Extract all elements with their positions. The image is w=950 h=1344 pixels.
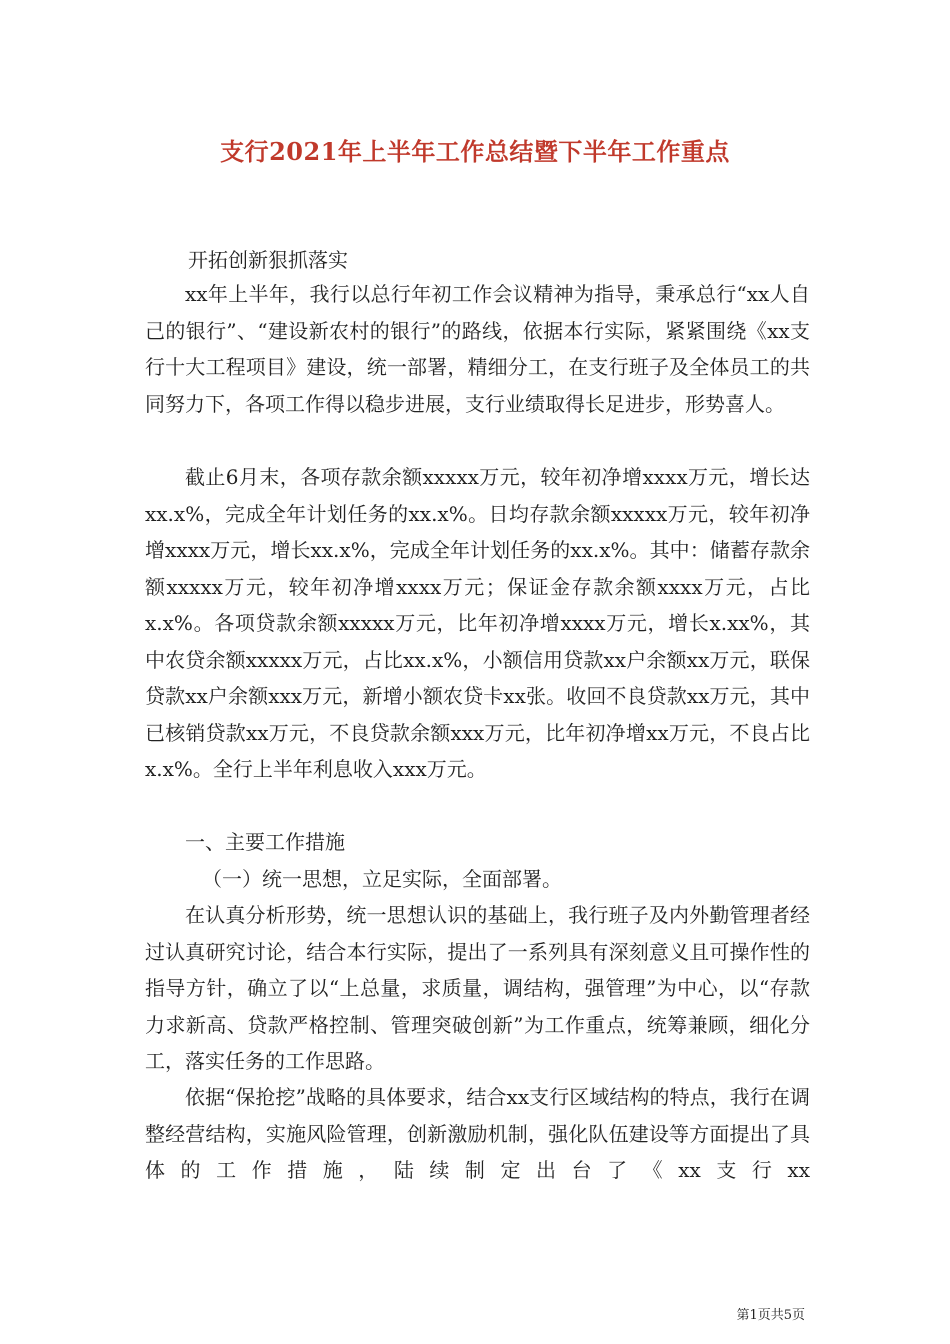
paragraph-intro: xx年上半年，我行以总行年初工作会议精神为指导，秉承总行“xx人自己的银行”、“建设新农村的银行”的路线，依据本行实际，紧紧围绕《xx支行十大工程项目》建设，统一部署，精细分工，在支行班子及全体员工的共同努力下，各项工作得以稳步进展，支行业绩取得长足进步，形势喜人。 [145, 282, 810, 416]
subsection-heading: （一）统一思想，立足实际，全面部署。 [202, 867, 562, 891]
document-subtitle: 开拓创新狠抓落实 [188, 248, 348, 272]
page-number: 第1页共5页 [736, 1308, 805, 1323]
section-heading: 一、主要工作措施 [185, 830, 345, 854]
paragraph-measures: 依据“保抢挖”战略的具体要求，结合xx支行区域结构的特点，我行在调整经营结构，实施风险管理，创新激励机制，强化队伍建设等方面提出了具体的工作措施，陆续制定出台了《xx支行xx [145, 1085, 810, 1182]
paragraph-guidelines: 在认真分析形势，统一思想认识的基础上，我行班子及内外勤管理者经过认真研究讨论，结合本行实际，提出了一系列具有深刻意义且可操作性的指导方针，确立了以“上总量，求质量，调结构，强管理”为中心，以“存款力求新高、贷款严格控制、管理突破创新”为工作重点，统筹兼顾，细化分工，落实任务的工作思路。 [145, 903, 810, 1073]
paragraph-figures: 截止6月末，各项存款余额xxxxx万元，较年初净增xxxx万元，增长达xx.x%，完成全年计划任务的xx.x%。日均存款余额xxxxx万元，较年初净增xxxx万元，增长xx.x%，完成全年计划任务的xx.x%。其中：储蓄存款余额xxxxx万元，较年初净增xxxx万元；保证金存款余额xxxx万元，占比x.x%。各项贷款余额xxxxx万元，比年初净增xxxx万元，增长x.xx%，其中农贷余额xxxxx万元，占比xx.x%，小额信用贷款xx户余额xx万元，联保贷款xx户余额xxx万元，新增小额农贷卡xx张。收回不良贷款xx万元，其中已核销贷款xx万元，不良贷款余额xxx万元，比年初净增xx万元，不良占比x.x%。全行上半年利息收入xxx万元。 [145, 465, 810, 781]
document-title: 支行2021年上半年工作总结暨下半年工作重点 [220, 137, 730, 166]
